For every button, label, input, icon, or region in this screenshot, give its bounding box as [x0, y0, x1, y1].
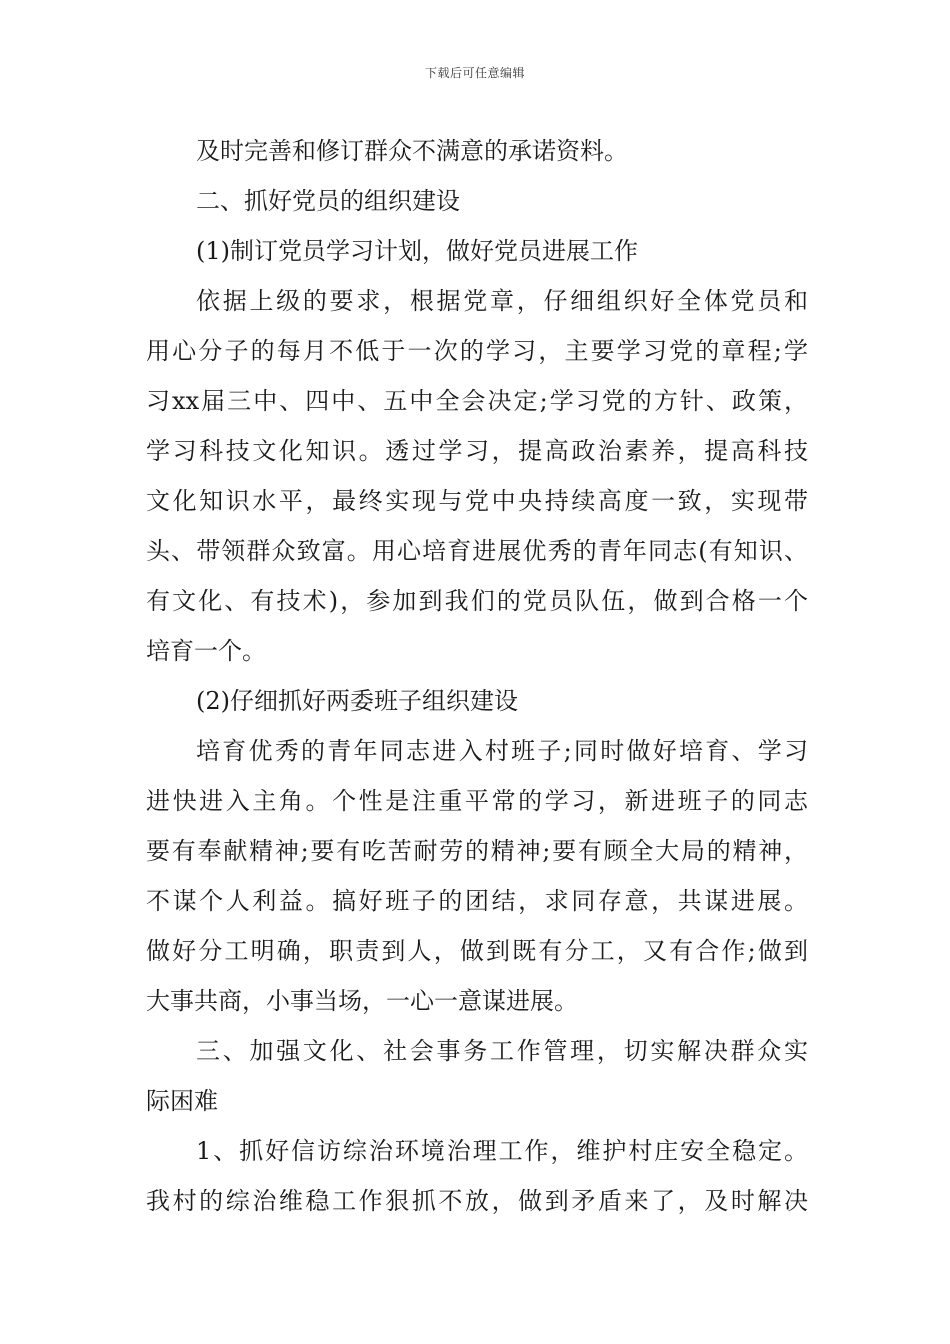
text-line: 1、抓好信访综治环境治理工作，维护村庄安全稳定。 — [196, 1137, 808, 1165]
section-heading: 三、加强文化、社会事务工作管理，切实解决群众实 — [196, 1037, 808, 1065]
page-header: 下载后可任意编辑 — [424, 66, 525, 80]
text-line: 学习科技文化知识。透过学习，提高政治素养，提高科技 — [146, 437, 808, 465]
text-line: 大事共商，小事当场，一心一意谋进展。 — [146, 987, 578, 1015]
document-body — [146, 126, 814, 1226]
text-line: 培育优秀的青年同志进入村班子;同时做好培育、学习 — [196, 737, 808, 765]
text-line: 依据上级的要求，根据党章，仔细组织好全体党员和 — [196, 287, 808, 315]
text-line: 有文化、有技术)，参加到我们的党员队伍，做到合格一个 — [146, 587, 808, 615]
subsection-heading: (1)制订党员学习计划，做好党员进展工作 — [196, 237, 638, 265]
text-line: 不谋个人利益。搞好班子的团结，求同存意，共谋进展。 — [146, 887, 808, 915]
text-line: 培育一个。 — [146, 637, 266, 665]
text-line: 及时完善和修订群众不满意的承诺资料。 — [196, 137, 628, 165]
section-heading-continued: 际困难 — [146, 1087, 218, 1115]
text-line: 用心分子的每月不低于一次的学习，主要学习党的章程;学 — [146, 337, 808, 365]
text-line: 做好分工明确，职责到人，做到既有分工，又有合作;做到 — [146, 937, 808, 965]
text-line: 文化知识水平，最终实现与党中央持续高度一致，实现带 — [146, 487, 808, 515]
text-line: 习xx届三中、四中、五中全会决定;学习党的方针、政策， — [146, 387, 808, 415]
text-line: 头、带领群众致富。用心培育进展优秀的青年同志(有知识、 — [146, 537, 808, 565]
subsection-heading: (2)仔细抓好两委班子组织建设 — [196, 687, 518, 715]
section-heading: 二、抓好党员的组织建设 — [196, 187, 460, 215]
text-line: 进快进入主角。个性是注重平常的学习，新进班子的同志 — [146, 787, 808, 815]
text-line: 要有奉献精神;要有吃苦耐劳的精神;要有顾全大局的精神， — [146, 837, 808, 865]
text-line: 我村的综治维稳工作狠抓不放，做到矛盾来了，及时解决 — [146, 1187, 808, 1215]
